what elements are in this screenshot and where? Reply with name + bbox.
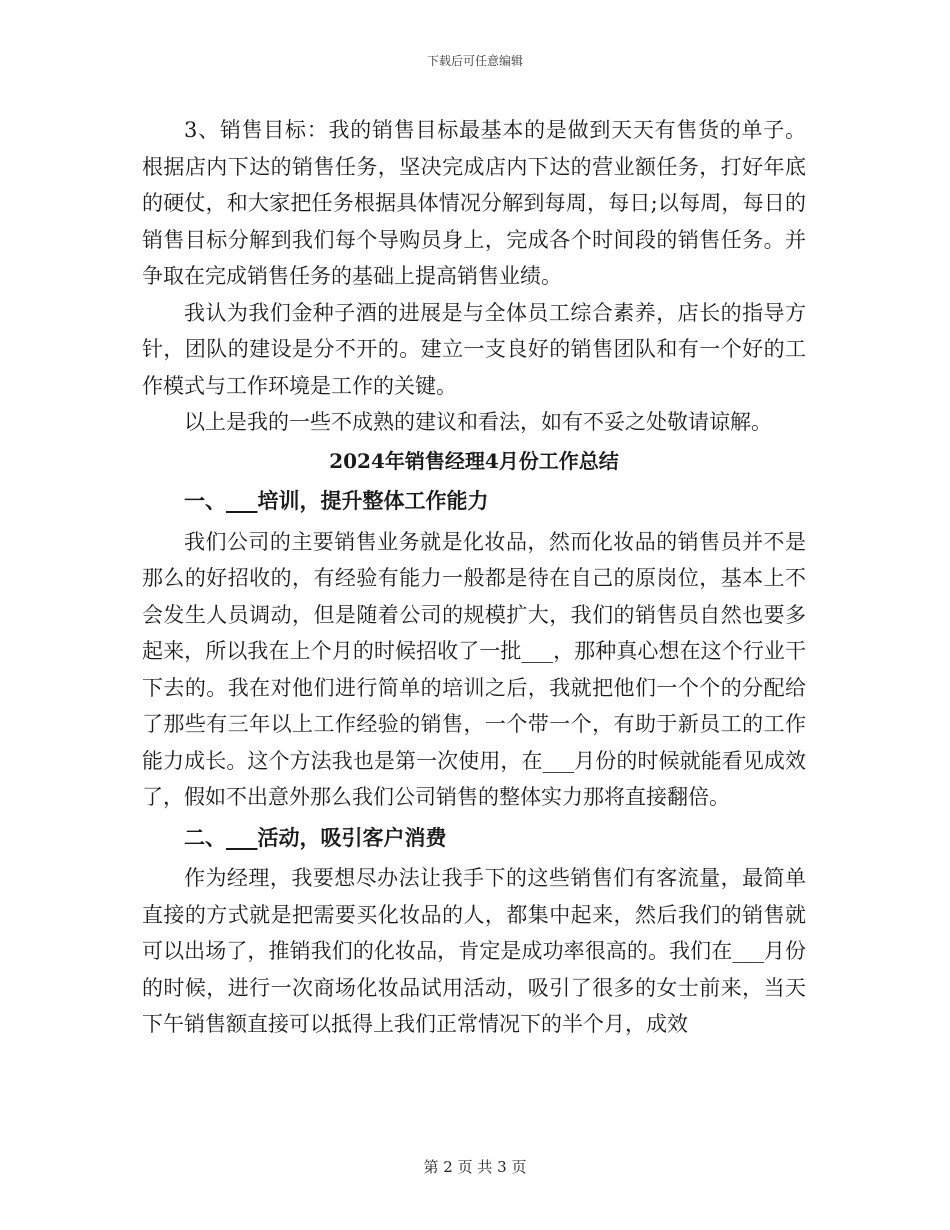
paragraph-team-building: 我认为我们金种子酒的进展是与全体员工综合素养，店长的指导方针，团队的建设是分不开的。建立一支良好的销售团队和有一个好的工作模式与工作环境是工作的关键。 bbox=[142, 300, 806, 398]
page-header-note: 下载后可任意编辑 bbox=[426, 54, 523, 68]
section-heading-training: 一、___培训，提升整体工作能力 bbox=[184, 488, 489, 513]
section-heading-activities: 二、___活动，吸引客户消费 bbox=[184, 824, 447, 850]
document-title: 2024年销售经理4月份工作总结 bbox=[329, 448, 619, 473]
paragraph-activities: 作为经理，我要想尽办法让我手下的这些销售们有客流量，最简单直接的方式就是把需要买化妆品的人，都集中起来，然后我们的销售就可以出场了，推销我们的化妆品，肯定是成功率很高的。我们在___月份的时候，进行一次商场化妆品试用活动，吸引了很多的女士前来，当天下午销售额直接可以抵得上我们正常情况下的半个月，成效 bbox=[142, 866, 806, 1036]
paragraph-sales-target: 3、销售目标：我的销售目标最基本的是做到天天有售货的单子。根据店内下达的销售任务，坚决完成店内下达的营业额任务，打好年底的硬仗，和大家把任务根据具体情况分解到每周，每日;以每周，每日的销售目标分解到我们每个导购员身上，完成各个时间段的销售任务。并争取在完成销售任务的基础上提高销售业绩。 bbox=[142, 118, 806, 288]
paragraph-closing-remark: 以上是我的一些不成熟的建议和看法，如有不妥之处敬请谅解。 bbox=[184, 410, 772, 434]
page-number-footer: 第 2 页 共 3 页 bbox=[423, 1158, 527, 1176]
document-body bbox=[142, 112, 806, 1043]
paragraph-training: 我们公司的主要销售业务就是化妆品，然而化妆品的销售员并不是那么的好招收的，有经验有能力一般都是待在自己的原岗位，基本上不会发生人员调动，但是随着公司的规模扩大，我们的销售员自然也要多起来，所以我在上个月的时候招收了一批___，那种真心想在这个行业干下去的。我在对他们进行简单的培训之后，我就把他们一个个的分配给了那些有三年以上工作经验的销售，一个带一个，有助于新员工的工作能力成长。这个方法我也是第一次使用，在___月份的时候就能看见成效了，假如不出意外那么我们公司销售的整体实力那将直接翻倍。 bbox=[142, 529, 806, 809]
